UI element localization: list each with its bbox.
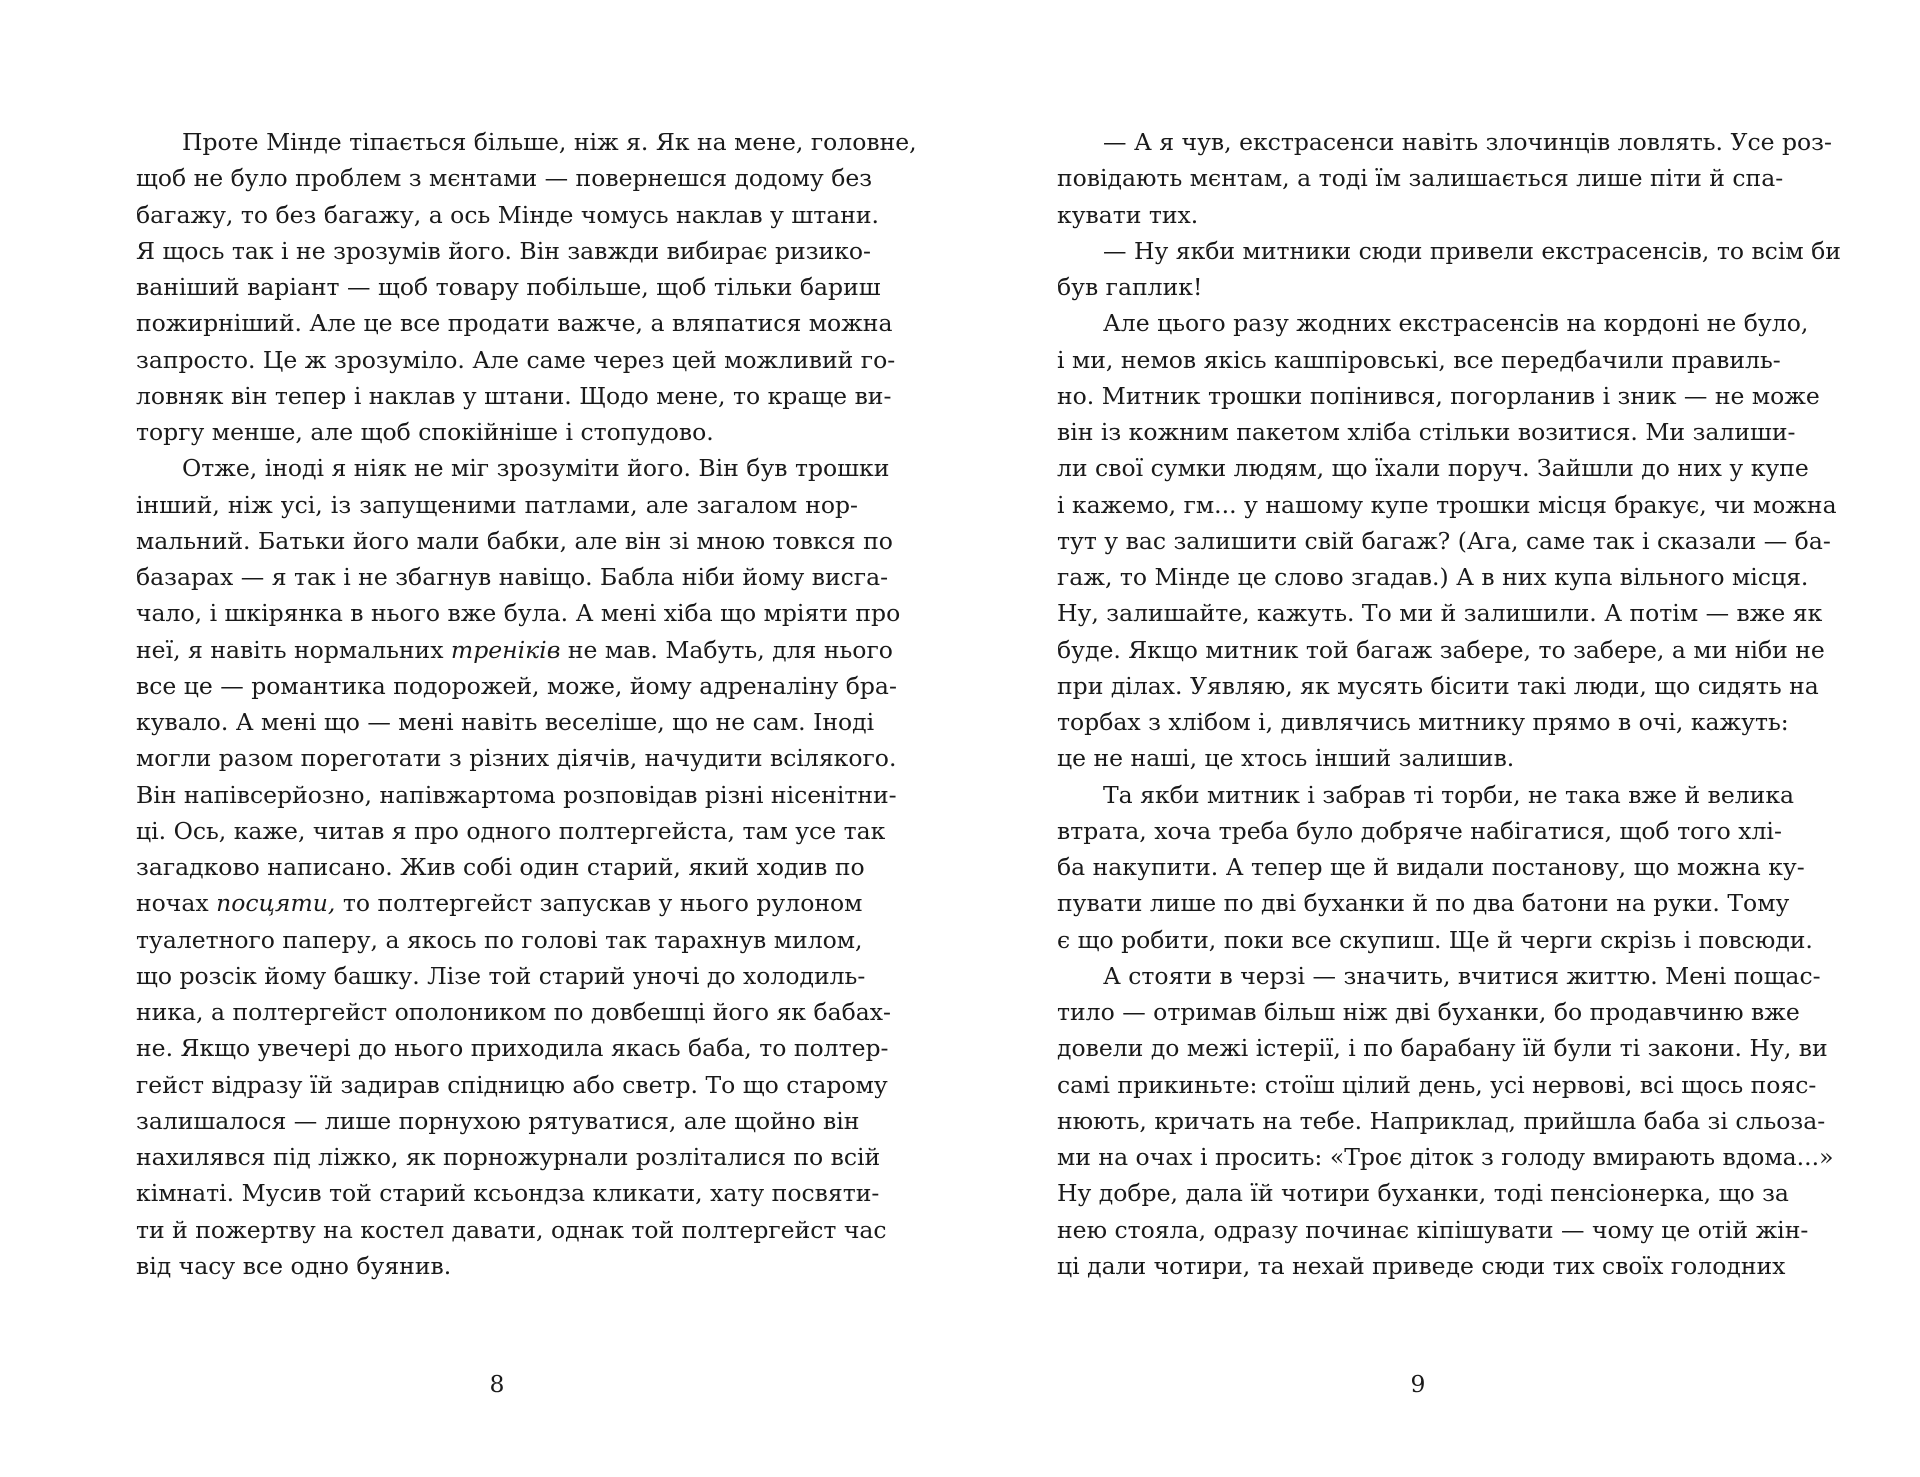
text-line: мальний. Батьки його мали бабки, але він зі мною товкся по bbox=[136, 526, 893, 555]
text-segment: неї, я навіть нормальних bbox=[136, 635, 451, 664]
text-line: ти й пожертву на костел давати, однак той полтергейст час bbox=[136, 1215, 887, 1244]
text-line: загадково написано. Жив собі один старий, який ходив по bbox=[136, 853, 865, 881]
text-line: гейст відразу їй задирав спідницю або светр. То що старому bbox=[136, 1070, 888, 1099]
text-line: Проте Мінде тіпається більше, ніж я. Як на мене, головне, bbox=[182, 128, 917, 156]
text-line: Отже, іноді я ніяк не міг зрозуміти його. Він був трошки bbox=[182, 454, 890, 483]
text-line: торбах з хлібом і, дивлячись митнику прямо в очі, кажуть: bbox=[1057, 708, 1789, 736]
text-line: пожирніший. Але це все продати важче, а вляпатися можна bbox=[136, 309, 893, 338]
text-line: ли свої сумки людям, що їхали поруч. Зайшли до них у купе bbox=[1057, 454, 1809, 483]
text-line: це не наші, це хтось інший залишив. bbox=[1057, 744, 1515, 773]
text-line: ваніший варіант — щоб товару побільше, щоб тільки бариш bbox=[136, 273, 881, 301]
text-line: торгу менше, але щоб спокійніше і стопудово. bbox=[136, 418, 714, 446]
page-left-text bbox=[136, 124, 917, 1284]
text-line: при ділах. Уявляю, як мусять бісити такі люди, що сидять на bbox=[1057, 671, 1819, 700]
text-line: багажу, то без багажу, а ось Мінде чомусь наклав у штани. bbox=[136, 200, 880, 229]
text-line: гаж, то Мінде це слово згадав.) А в них купа вільного місця. bbox=[1057, 563, 1809, 591]
text-line: нюють, кричать на тебе. Наприклад, прийшла баба зі сльоза- bbox=[1057, 1106, 1826, 1135]
text-line: що розсік йому башку. Лізе той старий уночі до холодиль- bbox=[136, 961, 866, 990]
text-line: тило — отримав більш ніж дві буханки, бо продавчиню вже bbox=[1057, 998, 1800, 1026]
text-line bbox=[136, 885, 863, 921]
text-line: Та якби митник і забрав ті торби, не така вже й велика bbox=[1103, 780, 1795, 809]
text-line: і ми, немов якісь кашпіровські, все передбачили правиль- bbox=[1057, 345, 1781, 374]
text-line: інший, ніж усі, із запущеними патлами, але загалом нор- bbox=[136, 490, 858, 519]
text-line: повідають мєнтам, а тоді їм залишається лише піти й спа- bbox=[1057, 164, 1784, 193]
text-line: ловняк він тепер і наклав у штани. Щодо мене, то краще ви- bbox=[136, 381, 892, 410]
text-line: пувати лише по дві буханки й по два батони на руки. Тому bbox=[1057, 889, 1790, 918]
text-line: кімнаті. Мусив той старий ксьондза кликати, хату посвяти- bbox=[136, 1179, 880, 1208]
text-line: самі прикиньте: стоїш цілий день, усі нервові, всі щось пояс- bbox=[1057, 1070, 1817, 1099]
text-line bbox=[136, 632, 893, 668]
text-line: не. Якщо увечері до нього приходила якась баба, то полтер- bbox=[136, 1034, 889, 1063]
italic-word: треніків bbox=[450, 635, 561, 664]
page-right bbox=[1057, 124, 1841, 1424]
text-line: був гаплик! bbox=[1057, 273, 1203, 301]
text-line: Я щось так і не зрозумів його. Він завжди вибирає ризико- bbox=[136, 236, 871, 265]
text-line: Ну добре, дала їй чотири буханки, тоді пенсіонерка, що за bbox=[1057, 1179, 1789, 1208]
text-line: довели до межі істерії, і по барабану їй були ті закони. Ну, ви bbox=[1057, 1034, 1828, 1063]
text-line: кувати тих. bbox=[1057, 200, 1199, 229]
text-line: А стояти в черзі — значить, вчитися життю. Мені пощас- bbox=[1103, 961, 1821, 990]
page-right-text bbox=[1057, 124, 1841, 1284]
page-number-right: 9 bbox=[1410, 1370, 1426, 1398]
text-line: буде. Якщо митник той багаж забере, то забере, а ми ніби не bbox=[1057, 635, 1825, 664]
text-line: залишалося — лише порнухою рятуватися, але щойно він bbox=[136, 1106, 860, 1135]
text-line: нею стояла, одразу починає кіпішувати — чому це отій жін- bbox=[1057, 1215, 1809, 1244]
text-line: ми на очах і просить: «Троє діток з голоду вмирають вдома...» bbox=[1057, 1143, 1834, 1171]
text-line: є що робити, поки все скупиш. Ще й черги скрізь і повсюди. bbox=[1057, 925, 1813, 954]
text-line: базарах — я так і не збагнув навіщо. Бабла ніби йому висга- bbox=[136, 563, 889, 591]
text-line: і кажемо, гм... у нашому купе трошки місця бракує, чи можна bbox=[1057, 490, 1837, 519]
text-line: запросто. Це ж зрозуміло. Але саме через цей можливий го- bbox=[136, 345, 896, 374]
text-line: Він напівсерйозно, напівжартома розповідав різні нісенітни- bbox=[136, 780, 897, 809]
page-left bbox=[136, 124, 917, 1424]
text-line: ці дали чотири, та нехай приведе сюди тих своїх голодних bbox=[1057, 1251, 1786, 1280]
text-segment: то полтергейст запускав у нього рулоном bbox=[335, 889, 863, 918]
text-line: — Ну якби митники сюди привели екстрасенсів, то всім би bbox=[1103, 236, 1841, 265]
text-line: туалетного паперу, а якось по голові так тарахнув милом, bbox=[136, 925, 863, 954]
text-line: щоб не було проблем з мєнтами — повернешся додому без bbox=[136, 164, 873, 193]
text-line: він із кожним пакетом хліба стільки возитися. Ми залиши- bbox=[1057, 418, 1796, 446]
text-line: кувало. А мені що — мені навіть веселіше, що не сам. Іноді bbox=[136, 708, 875, 736]
text-line: — А я чув, екстрасенси навіть злочинців ловлять. Усе роз- bbox=[1103, 128, 1832, 156]
text-line: но. Митник трошки попінився, погорланив і зник — не може bbox=[1057, 381, 1820, 410]
text-line: чало, і шкірянка в нього вже була. А мені хіба що мріяти про bbox=[136, 599, 901, 628]
page-number-left: 8 bbox=[489, 1370, 505, 1398]
text-line: ба накупити. А тепер ще й видали постанову, що можна ку- bbox=[1057, 853, 1805, 881]
text-line: ці. Ось, каже, читав я про одного полтергейста, там усе так bbox=[136, 816, 886, 845]
text-segment: ночах bbox=[136, 889, 217, 918]
text-line: від часу все одно буянив. bbox=[136, 1251, 452, 1280]
text-line: нахилявся під ліжко, як порножурнали розліталися по всій bbox=[136, 1143, 881, 1171]
italic-word: посцяти, bbox=[216, 889, 336, 918]
text-line: все це — романтика подорожей, може, йому адреналіну бра- bbox=[136, 671, 897, 700]
text-line: тут у вас залишити свій багаж? (Ага, саме так і сказали — ба- bbox=[1057, 526, 1831, 555]
text-line: ника, а полтергейст ополоником по довбешці його як бабах- bbox=[136, 998, 891, 1026]
text-line: втрата, хоча треба було добряче набігатися, щоб того хлі- bbox=[1057, 816, 1782, 845]
text-segment: не мав. Мабуть, для нього bbox=[560, 635, 893, 664]
text-line: могли разом пореготати з різних діячів, начудити всілякого. bbox=[136, 744, 897, 773]
text-line: Ну, залишайте, кажуть. То ми й залишили. А потім — вже як bbox=[1057, 599, 1823, 628]
text-line: Але цього разу жодних екстрасенсів на кордоні не було, bbox=[1103, 309, 1809, 338]
